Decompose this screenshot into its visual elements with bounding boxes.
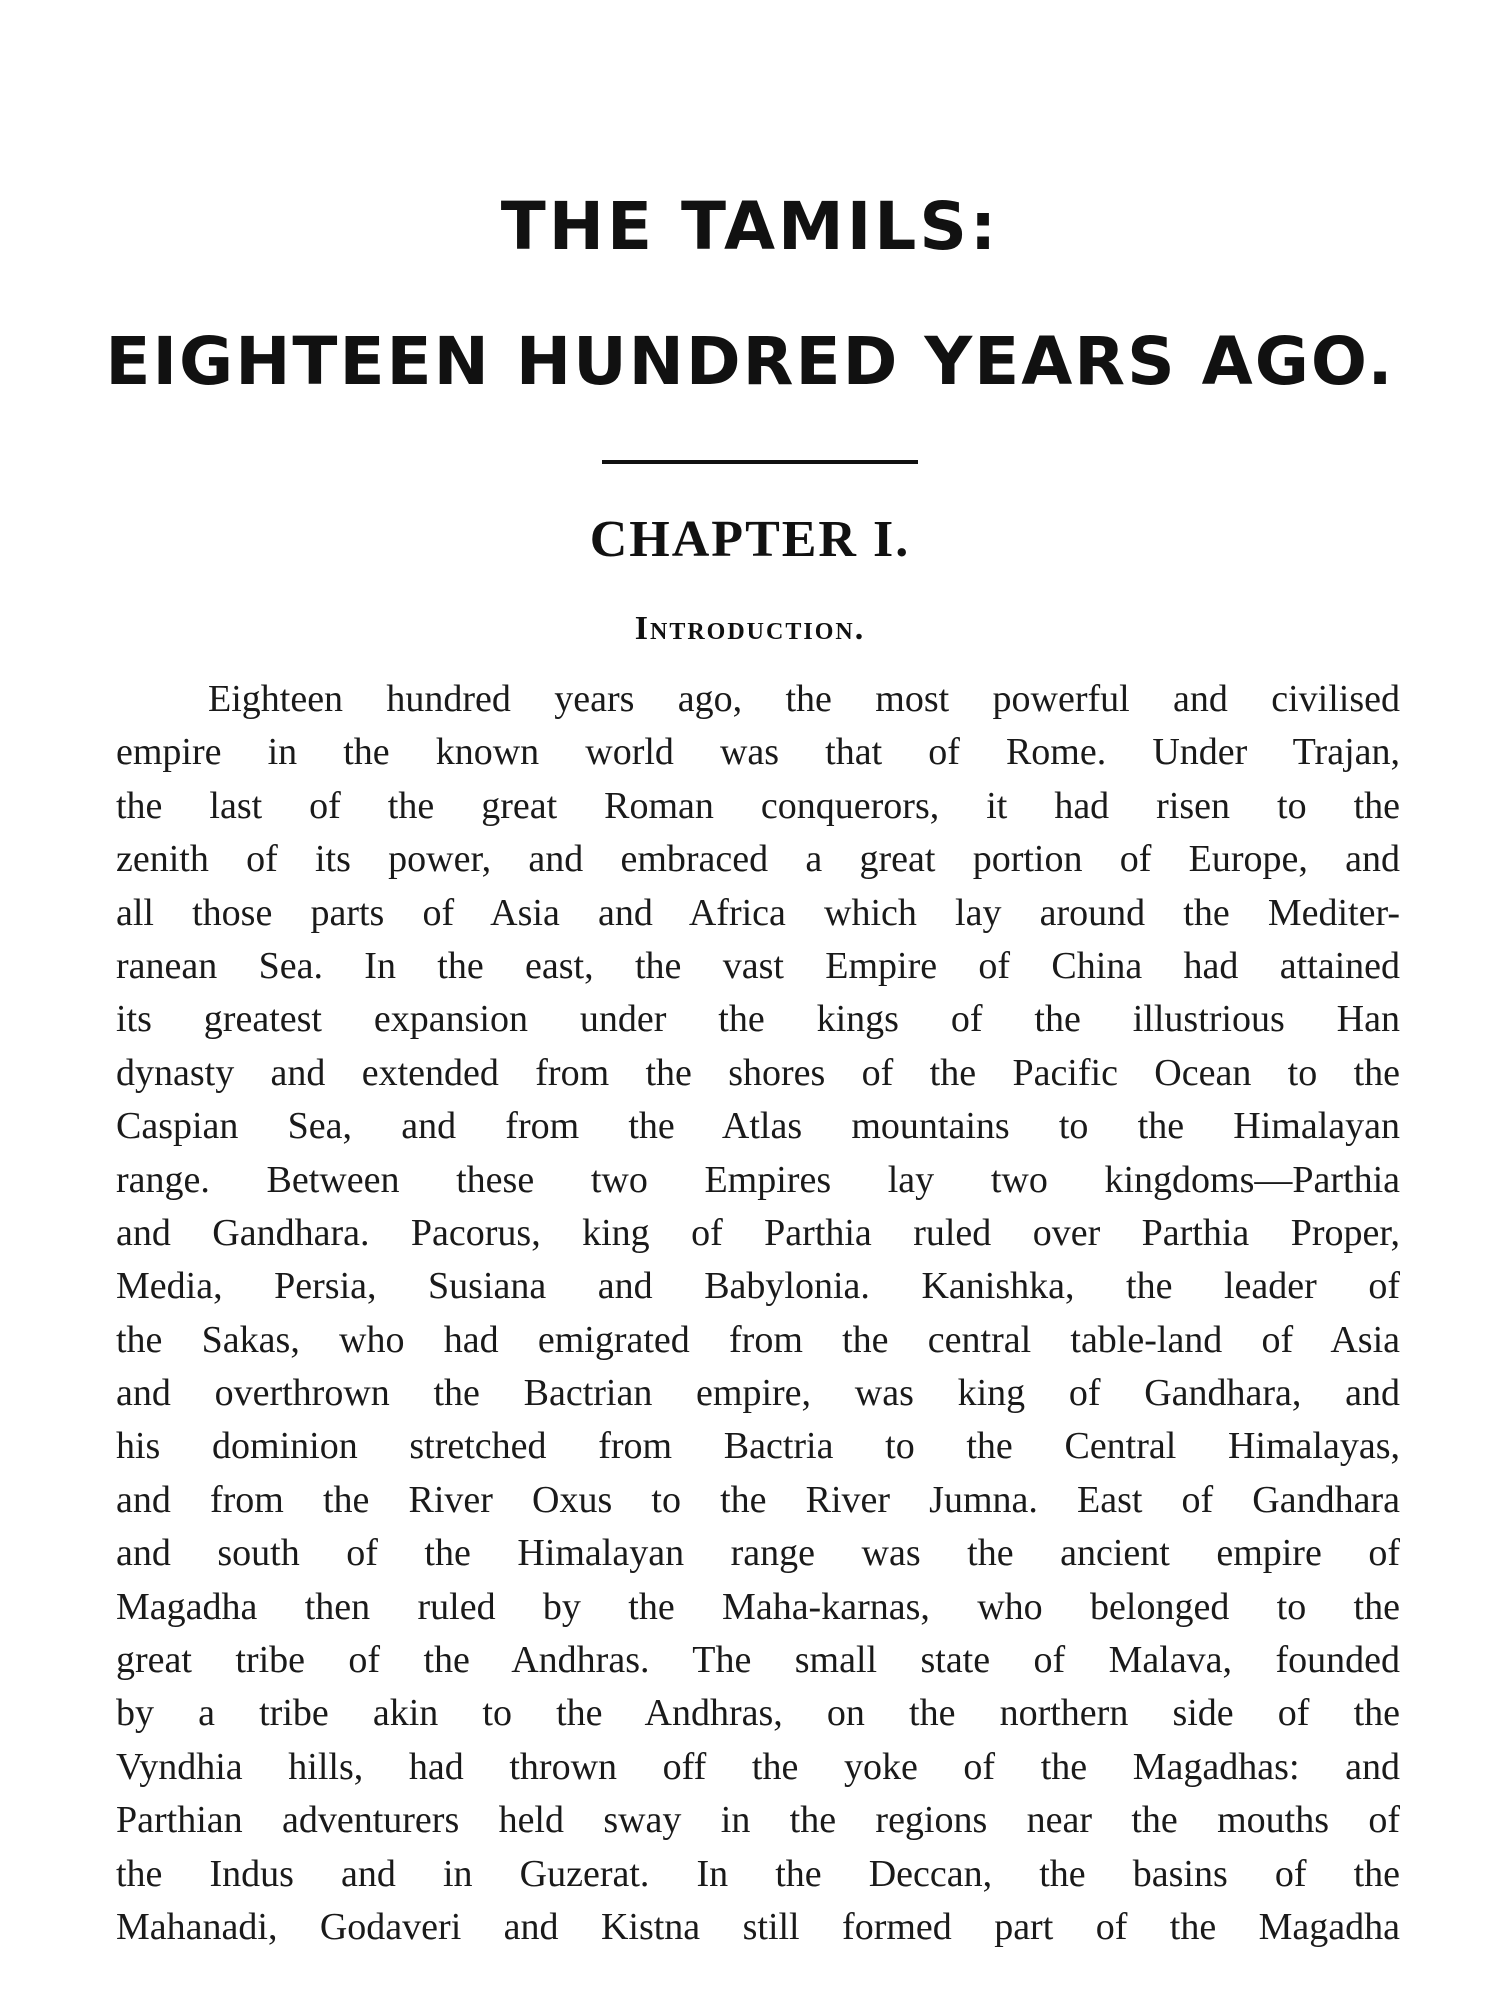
text-line: Mahanadi, Godaveri and Kistna still formed part of the Magadha — [116, 1905, 1400, 1948]
text-line: Eighteen hundred years ago, the most powerful and civilised — [208, 678, 1400, 720]
text-line: Caspian Sea, and from the Atlas mountains to the Himalayan — [116, 1105, 1400, 1148]
text-line: Vyndhia hills, had thrown off the yoke of the Magadhas: and — [116, 1745, 1400, 1788]
text-line: Parthian adventurers held sway in the regions near the mouths of — [116, 1799, 1400, 1842]
text-line: Media, Persia, Susiana and Babylonia. Kanishka, the leader of — [116, 1265, 1400, 1308]
text-line: the Sakas, who had emigrated from the central table-land of Asia — [116, 1318, 1400, 1361]
text-line: zenith of its power, and embraced a great portion of Europe, and — [116, 838, 1400, 881]
text-line: all those parts of Asia and Africa which lay around the Mediter- — [116, 891, 1400, 934]
text-line: his dominion stretched from Bactria to the Central Himalayas, — [116, 1425, 1400, 1468]
title-divider — [602, 460, 918, 464]
text-line: and south of the Himalayan range was the ancient empire of — [116, 1532, 1400, 1575]
text-line: range. Between these two Empires lay two kingdoms—Parthia — [116, 1158, 1400, 1201]
text-line: the Indus and in Guzerat. In the Deccan, the basins of the — [116, 1852, 1400, 1895]
chapter-heading: CHAPTER I. — [589, 511, 911, 568]
text-line: by a tribe akin to the Andhras, on the northern side of the — [116, 1692, 1400, 1735]
text-line: great tribe of the Andhras. The small state of Malava, founded — [116, 1639, 1400, 1682]
text-line: ranean Sea. In the east, the vast Empire of China had attained — [116, 944, 1400, 987]
text-line: and from the River Oxus to the River Jumna. East of Gandhara — [116, 1478, 1400, 1521]
book-title-line-1: THE TAMILS: — [500, 188, 1000, 265]
body-paragraph — [116, 673, 1400, 1954]
text-line: the last of the great Roman conquerors, it had risen to the — [116, 784, 1400, 827]
text-line: its greatest expansion under the kings of the illustrious Han — [116, 998, 1400, 1041]
section-heading: Introduction. — [634, 610, 866, 647]
text-line: empire in the known world was that of Rome. Under Trajan, — [116, 731, 1400, 774]
text-line: and Gandhara. Pacorus, king of Parthia ruled over Parthia Proper, — [116, 1211, 1400, 1254]
text-line: and overthrown the Bactrian empire, was king of Gandhara, and — [116, 1372, 1400, 1415]
book-title-line-2: EIGHTEEN HUNDRED YEARS AGO. — [105, 323, 1395, 400]
text-line: dynasty and extended from the shores of the Pacific Ocean to the — [116, 1051, 1400, 1094]
text-line: Magadha then ruled by the Maha-karnas, who belonged to the — [116, 1585, 1400, 1628]
